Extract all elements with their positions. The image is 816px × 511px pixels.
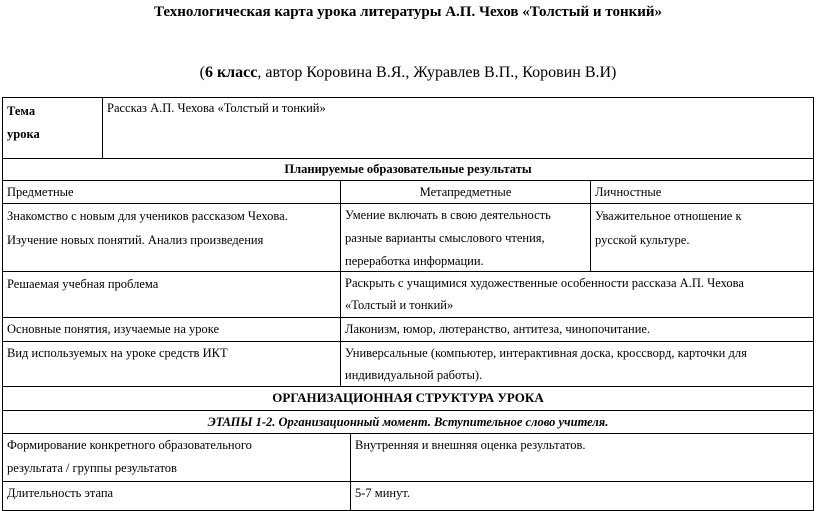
formation-value: Внутренняя и внешняя оценка результатов. — [355, 438, 586, 452]
duration-label-cell — [2, 481, 351, 511]
col-subject-label: Предметные — [7, 185, 74, 199]
document-title: Технологическая карта урока литературы А.П. Чехов «Толстый и тонкий» — [153, 4, 663, 20]
planned-results-title: Планируемые образовательные результаты — [284, 162, 532, 176]
planned-results-header — [2, 158, 814, 181]
subject-line-2: Изучение новых понятий. Анализ произведения — [7, 233, 264, 247]
ict-value-cell — [340, 341, 814, 387]
subject-line-1: Знакомство с новым для учеников рассказом Чехова. — [7, 209, 288, 223]
problem-label-cell — [2, 271, 341, 318]
duration-value-cell — [350, 481, 814, 511]
col-metasubject-label: Метапредметные — [419, 185, 512, 199]
structure-header — [2, 386, 814, 411]
problem-line-2: «Толстый и тонкий» — [345, 298, 454, 312]
ict-line-1: Универсальные (компьютер, интерактивная доска, кроссворд, карточки для — [345, 346, 747, 360]
stage-header — [2, 410, 814, 434]
formation-label-cell — [2, 433, 351, 482]
subject-results-cell — [2, 203, 341, 272]
concepts-label-cell — [2, 317, 341, 342]
stage-title: ЭТАПЫ 1-2. Организационный момент. Вступительное слово учителя. — [207, 415, 609, 429]
formation-line-2: результата / группы результатов — [7, 461, 177, 475]
problem-line-1: Раскрыть с учащимися художественные особенности рассказа А.П. Чехова — [345, 276, 744, 290]
col-header-metasubject — [340, 180, 591, 204]
topic-label-line1: Тема — [7, 104, 36, 118]
personal-line-1: Уважительное отношение к — [595, 209, 742, 223]
personal-results-cell — [590, 203, 814, 272]
col-header-subject — [2, 180, 341, 204]
ict-line-2: индивидуальной работы). — [345, 368, 483, 382]
topic-value-cell — [102, 97, 814, 159]
duration-label: Длительность этапа — [7, 486, 114, 500]
meta-line-3: переработка информации. — [345, 254, 484, 268]
topic-label-cell — [2, 97, 103, 159]
structure-title: ОРГАНИЗАЦИОННАЯ СТРУКТУРА УРОКА — [272, 390, 544, 405]
meta-line-1: Умение включать в свою деятельность — [345, 208, 551, 222]
concepts-value-cell — [340, 317, 814, 342]
col-personal-label: Личностные — [595, 185, 662, 199]
topic-label-line2: урока — [7, 127, 40, 141]
metasubject-results-cell — [340, 203, 591, 272]
authors-text: , автор Коровина В.Я., Журавлев В.П., Коровин В.И) — [257, 64, 617, 81]
grade-label: 6 класс — [204, 64, 258, 81]
meta-line-2: разные варианты смыслового чтения, — [345, 231, 545, 245]
document-subtitle: (6 класс, автор Коровина В.Я., Журавлев В.П., Коровин В.И) — [199, 64, 617, 81]
duration-value: 5-7 минут. — [355, 486, 410, 500]
formation-line-1: Формирование конкретного образовательного — [7, 438, 252, 452]
personal-line-2: русской культуре. — [595, 233, 690, 247]
problem-label: Решаемая учебная проблема — [7, 277, 159, 291]
ict-label-cell — [2, 341, 341, 387]
concepts-value: Лаконизм, юмор, лютеранство, антитеза, чинопочитание. — [345, 322, 651, 336]
concepts-label: Основные понятия, изучаемые на уроке — [7, 322, 220, 336]
formation-value-cell — [350, 433, 814, 482]
problem-value-cell — [340, 271, 814, 318]
col-header-personal — [590, 180, 814, 204]
ict-label: Вид используемых на уроке средств ИКТ — [7, 346, 228, 360]
topic-value: Рассказ А.П. Чехова «Толстый и тонкий» — [107, 101, 326, 115]
